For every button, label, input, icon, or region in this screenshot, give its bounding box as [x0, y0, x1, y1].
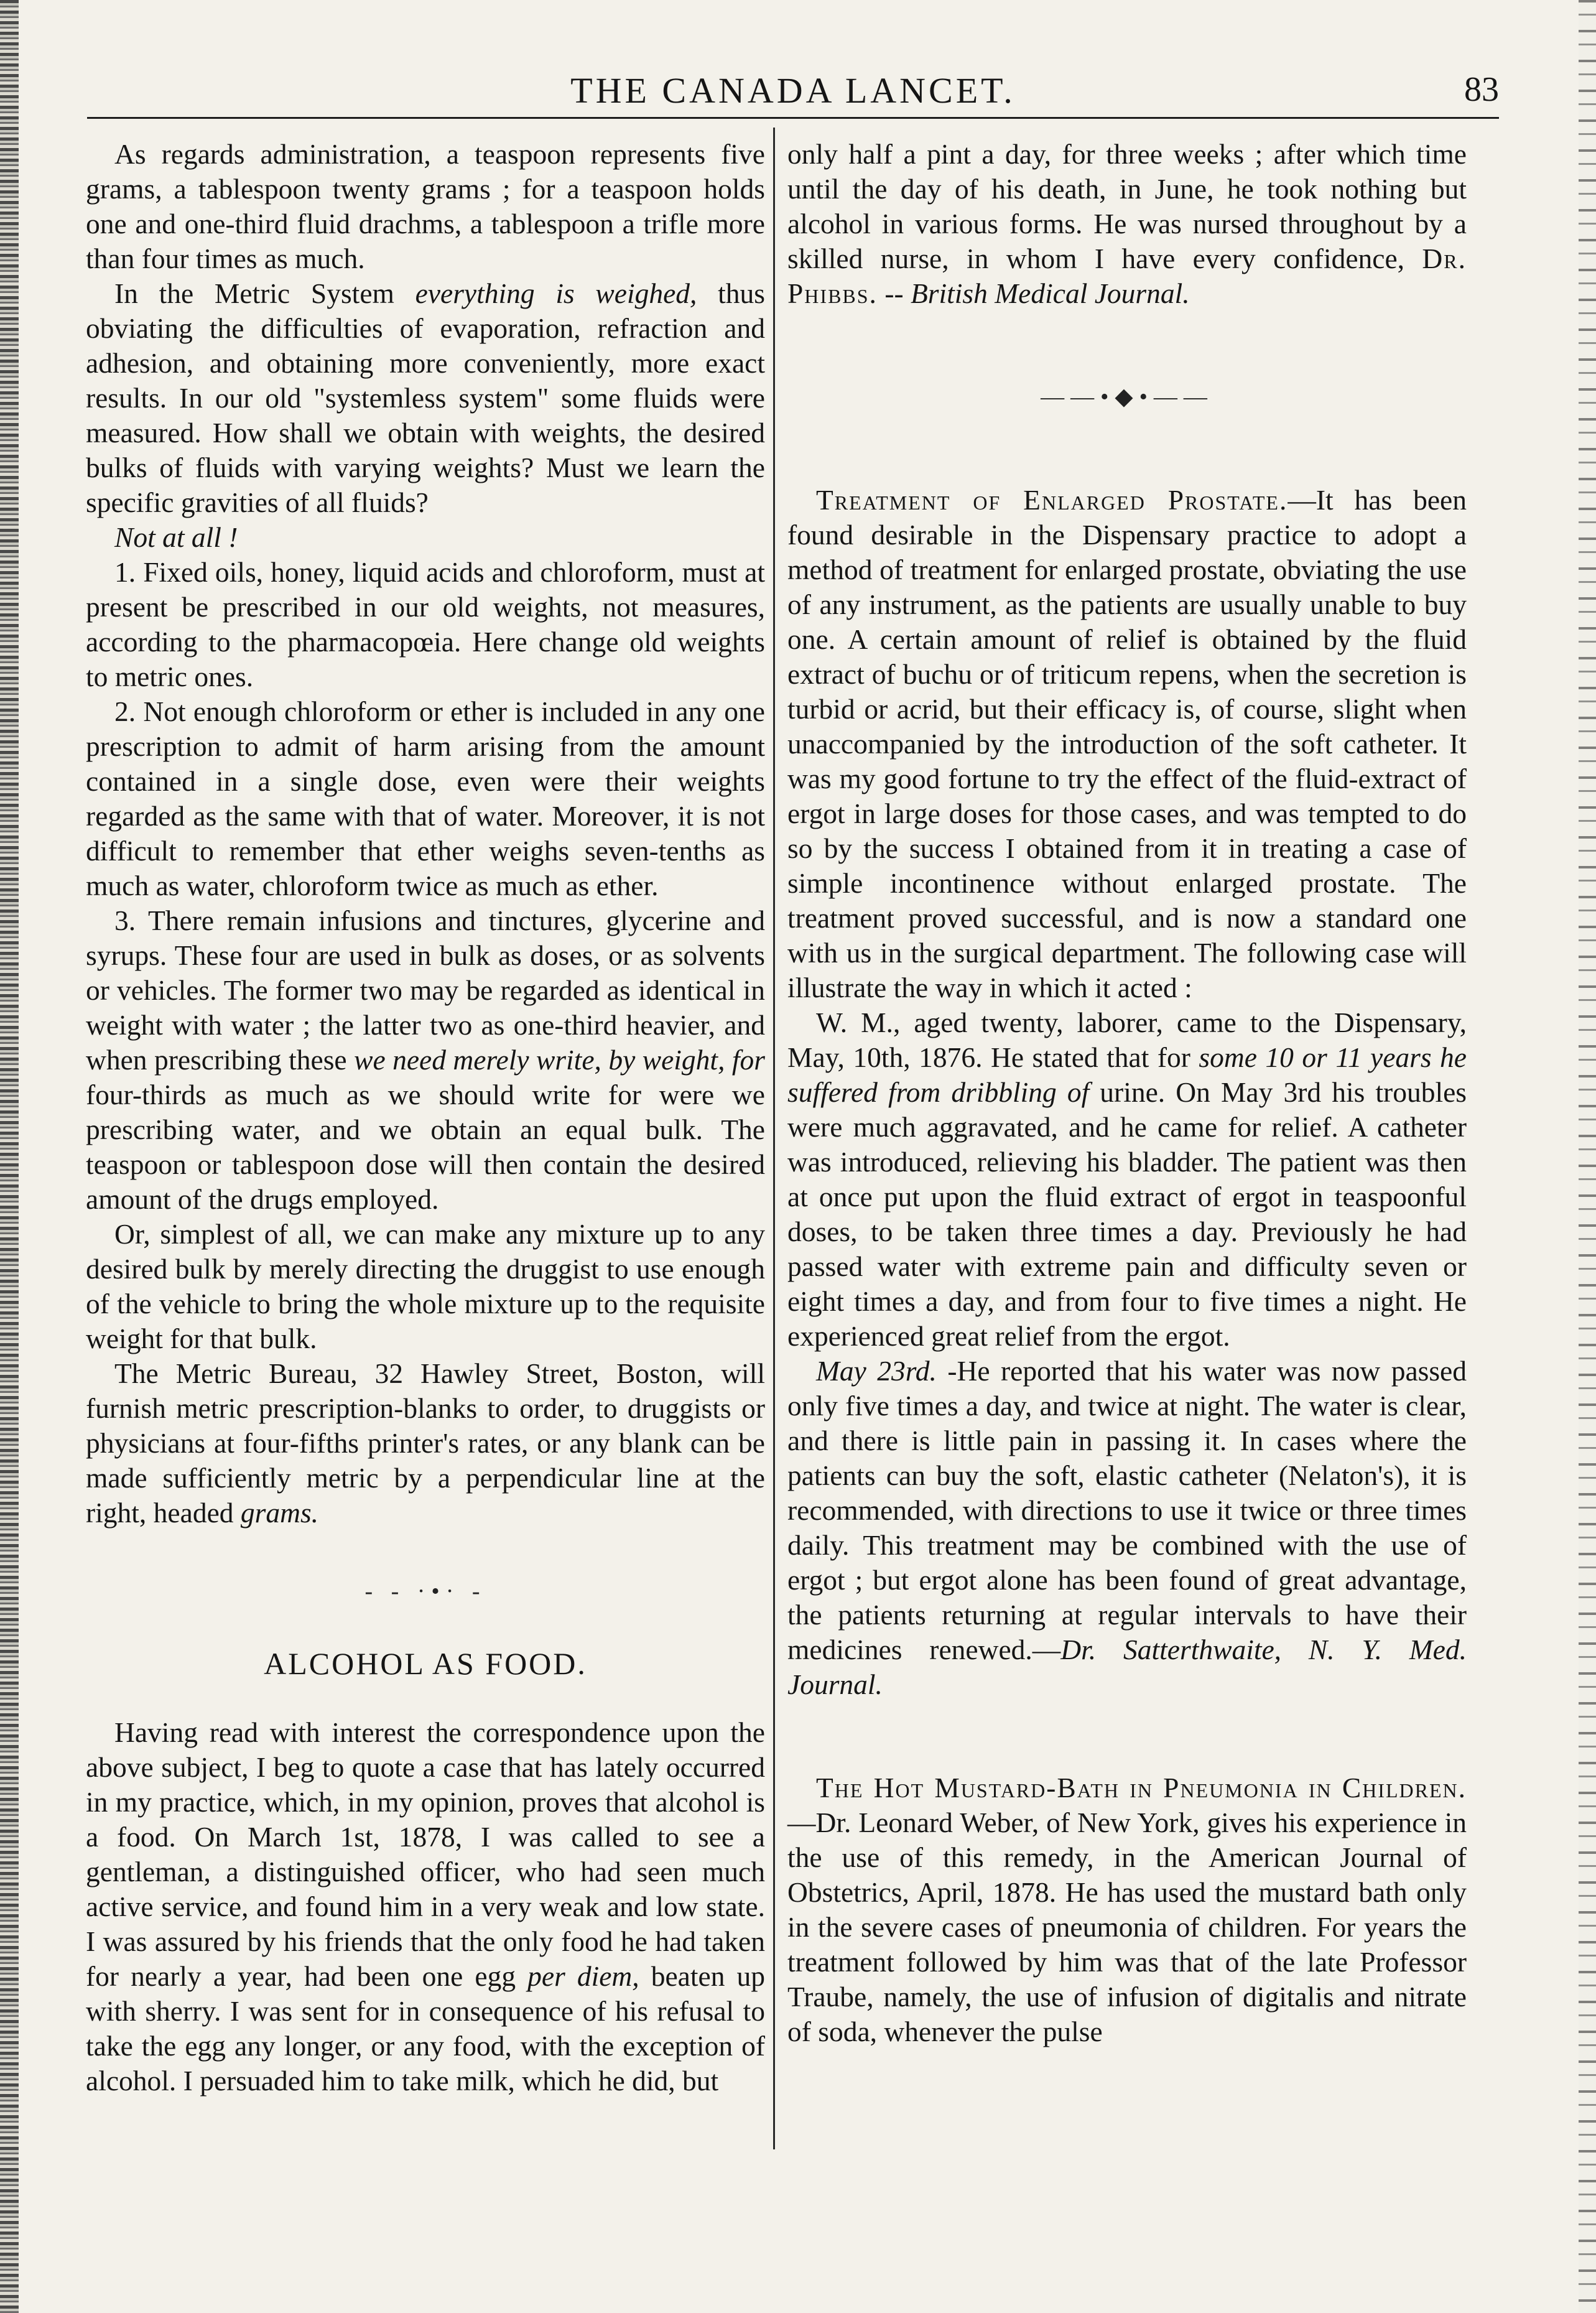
paragraph-mustard-bath [787, 1771, 1467, 2049]
text: —Dr. Leonard Weber, of New York, gives his experience in the use of this remedy, in the American Journal of Obstetrics, April, 1878. He has used the mustard bath only in the severe cases of pneumonia of children. For years the treatment followed by him was that of the late Professor Traube, namely, the use of infusion of digitalis and nitrate of soda, whenever the pulse [787, 1807, 1467, 2047]
text: —It has been found desirable in the Dispensary practice to adopt a method of treatment for enlarged prostate, obviating the use of any instrument, as the patients are usually unable to buy one. A certain amount of relief is obtained by the fluid extract of buchu or of triticum repens, when the secretion is turbid or acrid, but their efficacy is, of course, slight when unaccompanied by the introduction of the soft catheter. It was my good fortune to try the effect of the fluid-extract of ergot in large doses for those cases, and was tempted to do so by the success I obtained from it in treating a case of simple incontinence without enlarged prostate. The treatment proved successful, and is now a standard one with us in the surgical department. The following case will illustrate the way in which it acted : [787, 484, 1467, 1003]
date: May 23rd. [816, 1355, 937, 1387]
section-ornament: - - ·•· - [364, 1578, 486, 1604]
citation: Dr. Satterthwaite, N. Y. Med. Journal. [787, 1634, 1467, 1700]
emphasis: everything is weighed, [415, 277, 697, 309]
page-number: 83 [1464, 70, 1499, 109]
text: Having read with interest the correspondence upon the above subject, I beg to quote a case that has lately occurred in my practice, which, in my opinion, proves that alcohol is a food. On March 1st, 1878, I was called to see a gentleman, a distinguished officer, who had seen much active service, and found him in a very weak and low state. I was assured by his friends that the only food he had taken for nearly a year, had been one egg [86, 1716, 765, 1992]
paragraph-administration: As regards administration, a teaspoon represents five grams, a tablespoon twenty grams ; for a teaspoon holds one and one-third fluid drachms, a tablespoon a trifle more than four times as much. [86, 138, 765, 274]
separator: -- [877, 277, 911, 309]
right-column [787, 137, 1467, 2049]
paragraph-may-23 [787, 1354, 1467, 1702]
running-head [87, 70, 1499, 119]
text: only half a pint a day, for three weeks ; after which time until the day of his death, in June, he took nothing but alcohol in various forms. He was nursed throughout by a skilled nurse, in whom I have every confidence, [787, 138, 1467, 274]
emphasis: we need merely write, by weight, for [354, 1044, 765, 1076]
section-title-alcohol: ALCOHOL AS FOOD. [264, 1646, 587, 1681]
text: 3. There remain infusions and tinctures, glycerine and syrups. These four are used in bulk as doses, or as solvents or vehicles. The former two may be regarded as identical in weight with water ; the latter two as one-third heavier, and when prescribing these [86, 905, 765, 1076]
paragraph-alcohol [86, 1715, 765, 2098]
text: W. M., aged twenty, laborer, came to the Dispensary, May, 10th, 1876. He stated that for [787, 1007, 1467, 1073]
text: The Metric Bureau, 32 Hawley Street, Boston, will furnish metric prescription-blanks to order, to druggists or physicians at four-fifths printer's rates, or any blank can be made sufficiently metric by a perpendicular line at the right, headed [86, 1357, 765, 1529]
text: In the Metric System [114, 277, 415, 309]
paragraph-prostate [787, 483, 1467, 1005]
journal-title: THE CANADA LANCET. [570, 70, 1016, 111]
paragraph-simplest: Or, simplest of all, we can make any mixture up to any desired bulk by merely directing the druggist to use enough of the vehicle to bring the whole mixture up to the requisite weight for that bulk. [86, 1218, 765, 1354]
section-heading-prostate: Treatment of Enlarged Prostate. [816, 484, 1288, 516]
list-item-2: 2. Not enough chloroform or ether is included in any one prescription to admit of harm arising from the amount contained in a single dose, even were their weights regarded as the same with that of water. Moreover, it is not difficult to remember that ether weighs seven-tenths as much as water, chloroform twice as much as ether. [86, 696, 765, 901]
signature: Dr. Phibbs. [787, 243, 1467, 309]
citation: British Medical Journal. [911, 277, 1190, 309]
left-column [86, 137, 765, 2098]
column-rule [773, 128, 775, 2149]
paragraph-alcohol-continued [787, 137, 1467, 311]
text: thus obviating the difficulties of evaporation, refraction and adhesion, and obtaining more conveniently, more exact results. In our old "systemless system" some fluids were measured. How shall we obtain with weights, the desired bulks of fluids with varying weights? Must we learn the specific gravities of all fluids? [86, 277, 765, 518]
header-rule [87, 117, 1499, 119]
text: beaten up with sherry. I was sent for in consequence of his refusal to take the egg any longer, or any food, with the exception of alcohol. I persuaded him to take milk, which he did, but [86, 1960, 765, 2097]
emphasis: grams. [240, 1497, 319, 1529]
paragraph-not-at-all: Not at all ! [114, 521, 238, 553]
scan-left-edge [0, 0, 19, 2313]
paragraph-metric-system [86, 276, 765, 520]
text: urine. On May 3rd his troubles were much aggravated, and he came for relief. A catheter was introduced, relieving his bladder. The patient was then at once put upon the fluid extract of ergot in teaspoonful doses, to be taken three times a day. Previously he had passed water with extreme pain and difficulty seven or eight times a day, and from four to five times a night. He experienced great relief from the ergot. [787, 1076, 1467, 1352]
paragraph-case [787, 1005, 1467, 1354]
scan-right-edge [1579, 0, 1596, 2313]
section-ornament: ——•◆•—— [1041, 384, 1213, 410]
paragraph-metric-bureau [86, 1356, 765, 1530]
section-heading-mustard: The Hot Mustard-Bath in Pneumonia in Children. [816, 1772, 1467, 1803]
emphasis: some 10 or 11 years he suffered from dribbling of [787, 1041, 1467, 1108]
text: -He reported that his water was now passed only five times a day, and twice at night. The water is clear, and there is little pain in passing it. In cases where the patients can buy the soft, elastic catheter (Nelaton's), it is recommended, with directions to use it twice or three times daily. This treatment may be combined with the use of ergot ; but ergot alone has been found of great advantage, the patients returning at regular intervals to have their medicines renewed.— [787, 1355, 1467, 1665]
list-item-3 [86, 903, 765, 1217]
text: four-thirds as much as we should write for were we prescribing water, and we obtain an equal bulk. The teaspoon or tablespoon dose will then contain the desired amount of the drugs employed. [86, 1079, 765, 1215]
emphasis: per diem, [527, 1960, 639, 1992]
list-item-1: 1. Fixed oils, honey, liquid acids and chloroform, must at present be prescribed in our old weights, not measures, according to the pharmacopœia. Here change old weights to metric ones. [86, 556, 765, 692]
